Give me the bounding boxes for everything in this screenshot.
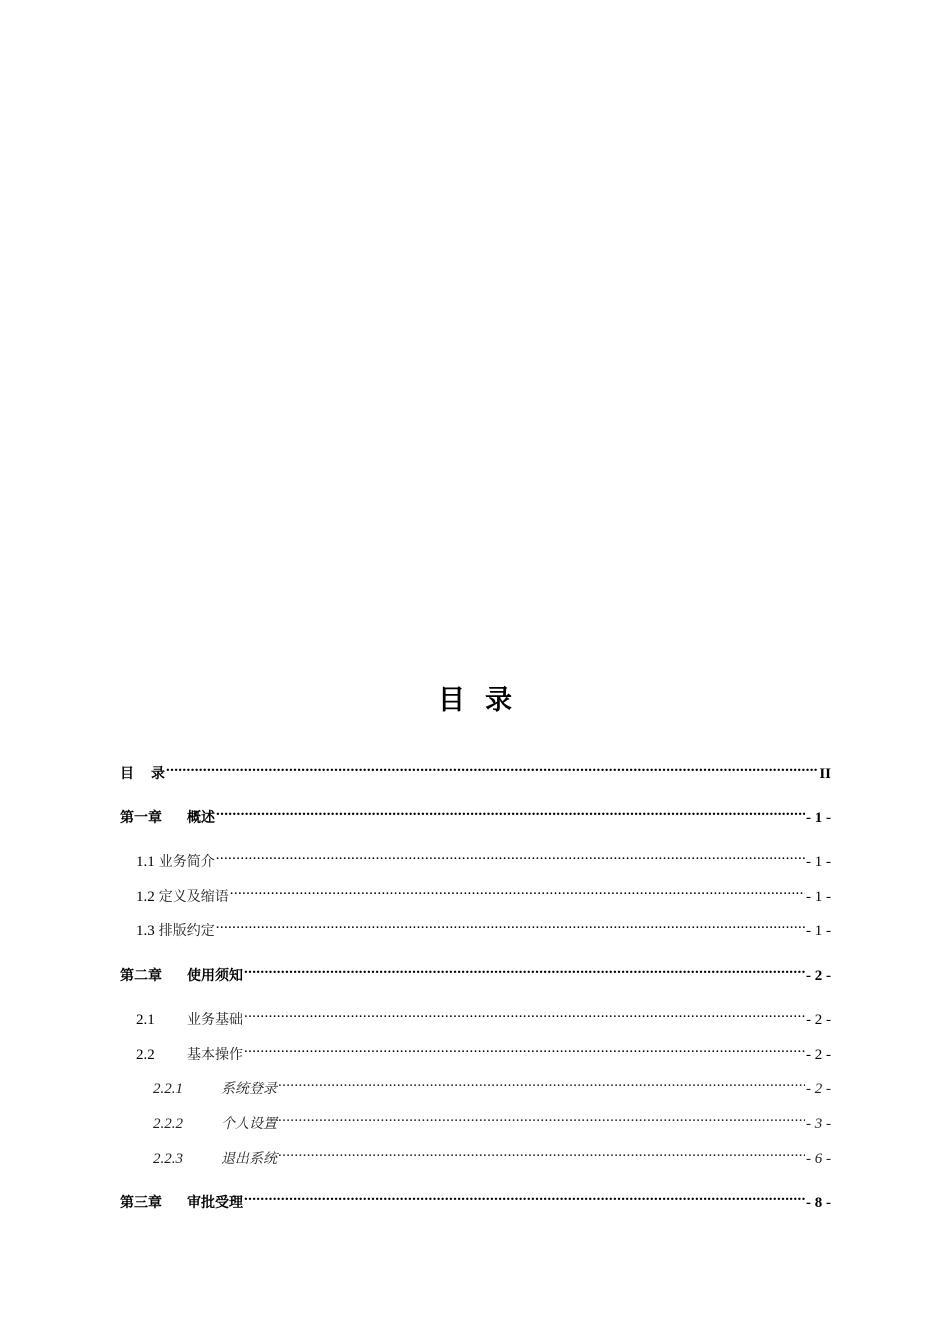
toc-heading (0, 683, 950, 719)
toc-entry-page: - 6 - (806, 1151, 831, 1167)
toc-entry-section-2-1[interactable] (120, 1002, 831, 1028)
toc-entry-title: 退出系统 (221, 1151, 277, 1167)
toc-entry-title: 系统登录 (221, 1081, 277, 1097)
toc-dot-leader (244, 958, 805, 980)
toc-entry-page: - 2 - (806, 1047, 831, 1063)
toc-entry-chapter-1[interactable] (120, 800, 831, 826)
toc-heading-char-1: 目 (438, 685, 475, 716)
toc-dot-leader (216, 800, 805, 822)
toc-entry-title: 排版约定 (158, 923, 215, 939)
toc-entry-number: 1.1 (136, 854, 155, 870)
toc-entry-number: 第三章 (120, 1195, 162, 1211)
toc-entry-section-1-2[interactable] (120, 879, 831, 905)
toc-entry-title: 定义及缩语 (158, 889, 229, 905)
toc-entry-number: 第一章 (120, 810, 162, 826)
toc-entry-section-1-3[interactable] (120, 913, 831, 939)
toc-entry-title: 基本操作 (187, 1047, 243, 1063)
toc-entry-section-2-2[interactable] (120, 1037, 831, 1063)
toc-dot-leader (216, 913, 805, 935)
toc-dot-leader (244, 1002, 805, 1024)
toc-entry-number: 2.2.2 (153, 1116, 183, 1132)
toc-entry-title: 审批受理 (187, 1195, 243, 1211)
toc-entry-number: 1.3 (136, 923, 155, 939)
toc-entry-chapter-3[interactable] (120, 1185, 831, 1211)
toc-entry-title: 业务简介 (158, 854, 215, 870)
toc-dot-leader (166, 756, 818, 778)
toc-entry-title: 使用须知 (187, 968, 243, 984)
toc-entry-chapter-2[interactable] (120, 958, 831, 984)
toc-entry-title: 概述 (187, 810, 215, 826)
toc-entry-number: 2.2.1 (153, 1081, 183, 1097)
toc-entry-toc[interactable] (120, 756, 831, 782)
toc-dot-leader (278, 1141, 805, 1163)
toc-entry-page: - 2 - (806, 968, 831, 984)
toc-entry-title: 业务基础 (187, 1012, 243, 1028)
toc-entry-number: 1.2 (136, 889, 155, 905)
toc-entry-page: - 8 - (806, 1195, 831, 1211)
toc-entry-page: - 1 - (806, 889, 831, 905)
toc-dot-leader (244, 1037, 805, 1059)
toc-entry-section-2-2-3[interactable] (120, 1141, 831, 1167)
toc-entry-number: 2.2 (136, 1047, 155, 1063)
toc-entry-section-2-2-2[interactable] (120, 1106, 831, 1132)
toc-entry-page: - 1 - (806, 854, 831, 870)
toc-entry-section-2-2-1[interactable] (120, 1071, 831, 1097)
toc-entry-page: - 1 - (806, 923, 831, 939)
toc-entry-page: - 2 - (806, 1012, 831, 1028)
toc-dot-leader (278, 1071, 805, 1093)
toc-entry-page: - 1 - (806, 810, 831, 826)
toc-dot-leader (244, 1185, 805, 1207)
toc-heading-char-2: 录 (485, 685, 522, 716)
toc-entry-number: 目 (120, 766, 134, 782)
toc-entry-number: 2.1 (136, 1012, 155, 1028)
toc-entry-page: - 3 - (806, 1116, 831, 1132)
toc-entry-title: 录 (151, 766, 165, 782)
toc-entry-number: 2.2.3 (153, 1151, 183, 1167)
toc-dot-leader (230, 879, 805, 901)
toc-entry-page: - 2 - (806, 1081, 831, 1097)
toc-dot-leader (216, 844, 805, 866)
toc-entry-number: 第二章 (120, 968, 162, 984)
toc-entry-title: 个人设置 (221, 1116, 277, 1132)
toc-dot-leader (278, 1106, 805, 1128)
toc-entry-page: II (819, 766, 831, 782)
toc-entry-section-1-1[interactable] (120, 844, 831, 870)
